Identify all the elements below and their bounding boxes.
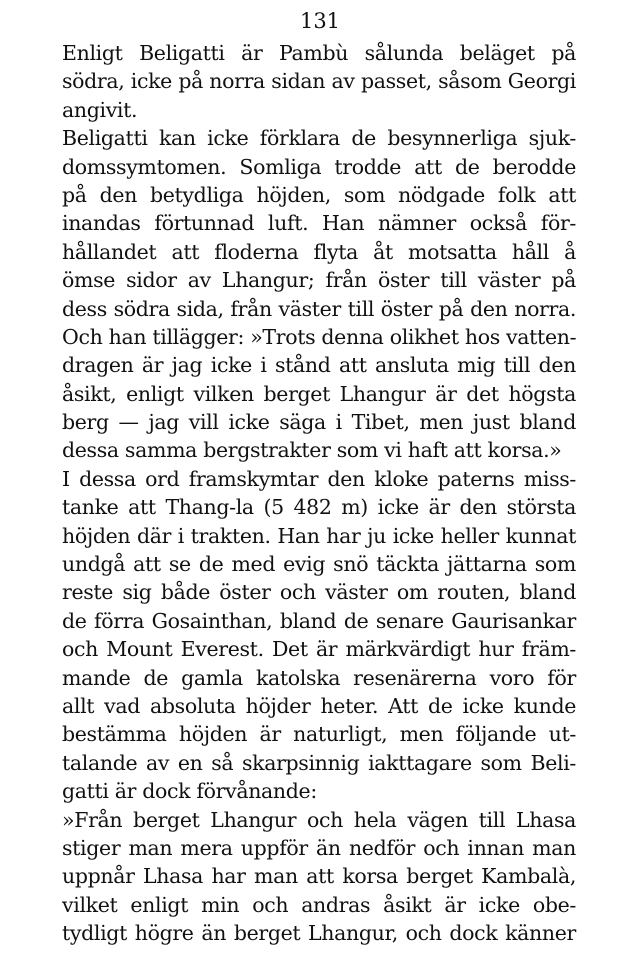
text-line: inandas förtunnad luft. Han nämner också för- [62,211,576,236]
text-line: angivit. [62,97,138,122]
text-line: de förra Gosainthan, bland de senare Gaurisankar [62,608,576,633]
text-line: allt vad absoluta höjder heter. Att de icke kunde [62,693,576,718]
text-line: höjden där i trakten. Han har ju icke heller kunnat [62,523,576,548]
text-line: bestämma höjden är naturligt, men följande ut- [62,722,576,747]
text-line: dragen är jag icke i stånd att ansluta mig till den [62,353,576,378]
text-line: talande av en så skarpsinnig iakttagare som Beli- [62,750,576,775]
body-text [62,39,576,948]
text-line: tanke att Thang-la (5 482 m) icke är den största [62,495,576,520]
text-line: dess södra sida, från väster till öster på den norra. [62,296,576,321]
text-line: »Från berget Lhangur och hela vägen till Lhasa [62,807,576,832]
text-line: Och han tillägger: »Trots denna olikhet hos vatten- [62,324,577,349]
text-line: undgå att se de med evig snö täckta jättarna som [62,552,576,577]
text-line: ömse sidor av Lhangur; från öster till väster på [62,268,576,293]
text-line: I dessa ord framskymtar den kloke paterns miss- [62,466,576,491]
text-line: stiger man mera uppför än nedför och innan man [62,835,576,860]
page-number: 131 [299,9,341,33]
text-line: Enligt Beligatti är Pambù sålunda beläget på [62,41,576,65]
text-line: mande de gamla katolska resenärerna voro för [62,665,576,690]
text-line: berg — jag vill icke säga i Tibet, men just bland [62,410,576,435]
text-line: hållandet att floderna flyta åt motsatta håll å [62,239,576,264]
text-line: och Mount Everest. Det är märkvärdigt hur främ- [62,637,576,662]
text-line: reste sig både öster och väster om routen, bland [62,580,576,605]
text-line: södra, icke på norra sidan av passet, såsom Georgi [62,69,576,94]
text-line: Beligatti kan icke förklara de besynnerliga sjuk- [62,126,576,151]
text-line: gatti är dock förvånande: [62,779,317,804]
text-line: tydligt högre än berget Lhangur, och dock känner [62,921,576,946]
text-line: uppnår Lhasa har man att korsa berget Kambalà, [62,864,576,889]
text-line: dessa samma bergstrakter som vi haft att korsa.» [62,438,562,463]
text-line: vilket enligt min och andras åsikt är icke obe- [62,892,576,917]
text-line: på den betydliga höjden, som nödgade folk att [62,182,576,207]
text-line: åsikt, enligt vilken berget Lhangur är det högsta [62,381,576,406]
text-line: domssymtomen. Somliga trodde att de berodde [62,154,576,179]
